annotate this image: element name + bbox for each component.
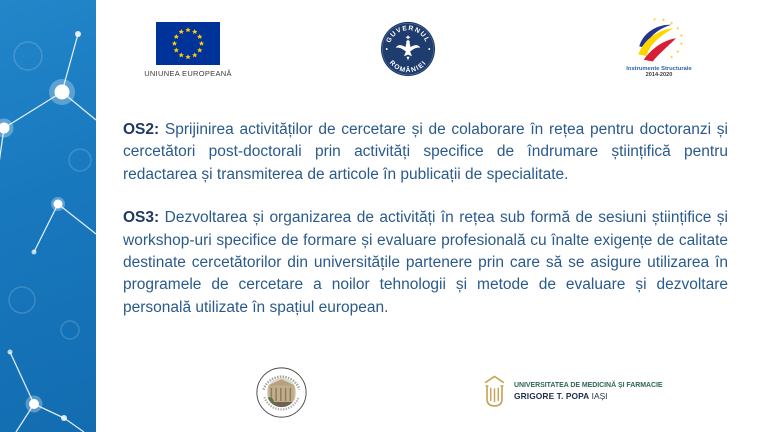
- objectives-text-block: [123, 119, 728, 340]
- objective-os2-text: Sprijinirea activităților de cercetare și de colaborare în rețea pentru doctoranzi și cercetători post-doctorali prin activități specifice de îndrumare științifică pentru redactarea și transmiterea de articole în publicații de specialitate.: [123, 121, 728, 183]
- instrumente-structurale-icon: [626, 14, 692, 66]
- instrumente-structurale-line1: Instrumente Structurale: [626, 66, 692, 72]
- umf-grigore-popa-bold: GRIGORE T. POPA: [514, 391, 590, 401]
- gov-seal-top-text: GUVERNUL: [385, 24, 431, 45]
- instrumente-structurale-line2: 2014-2020: [645, 72, 673, 78]
- objective-os2: [123, 119, 728, 186]
- umf-wordmark-text: [514, 382, 663, 401]
- eu-logo-block: [140, 22, 236, 78]
- eu-flag-icon: [156, 22, 220, 65]
- eu-logo-caption: UNIUNEA EUROPEANĂ: [144, 69, 232, 78]
- objective-os3-label: OS3:: [123, 209, 160, 227]
- umf-university-seal: [255, 366, 308, 419]
- left-decorative-band: [0, 0, 96, 432]
- objective-os3-text: Dezvoltarea și organizarea de activități în rețea sub formă de sesiuni științifice și workshop-uri specifice de formare și evaluare profesională cu înalte exigențe de calitate destinate cercetătorilor din universitățile partenere prin care să se asigure utilizarea în programele de cercetare a noilor tehnologii și metode de evaluare și dezvoltare personală utilizate în spațiul european.: [123, 209, 728, 316]
- umf-city: IAȘI: [591, 391, 608, 401]
- gov-seal-bottom-text: ROMÂNIEI: [387, 59, 429, 75]
- guvernul-romaniei-seal: [379, 20, 437, 78]
- molecule-network-art: [0, 0, 96, 432]
- umf-arch-icon: [482, 374, 507, 409]
- umf-name-line: UNIVERSITATEA DE MEDICINĂ ȘI FARMACIE: [514, 382, 663, 389]
- objective-os2-label: OS2:: [123, 121, 160, 138]
- instrumente-structurale-logo: [600, 14, 718, 78]
- umf-grigore-popa-line: [514, 391, 663, 401]
- umf-wordmark: [482, 374, 663, 409]
- objective-os3: [123, 207, 728, 319]
